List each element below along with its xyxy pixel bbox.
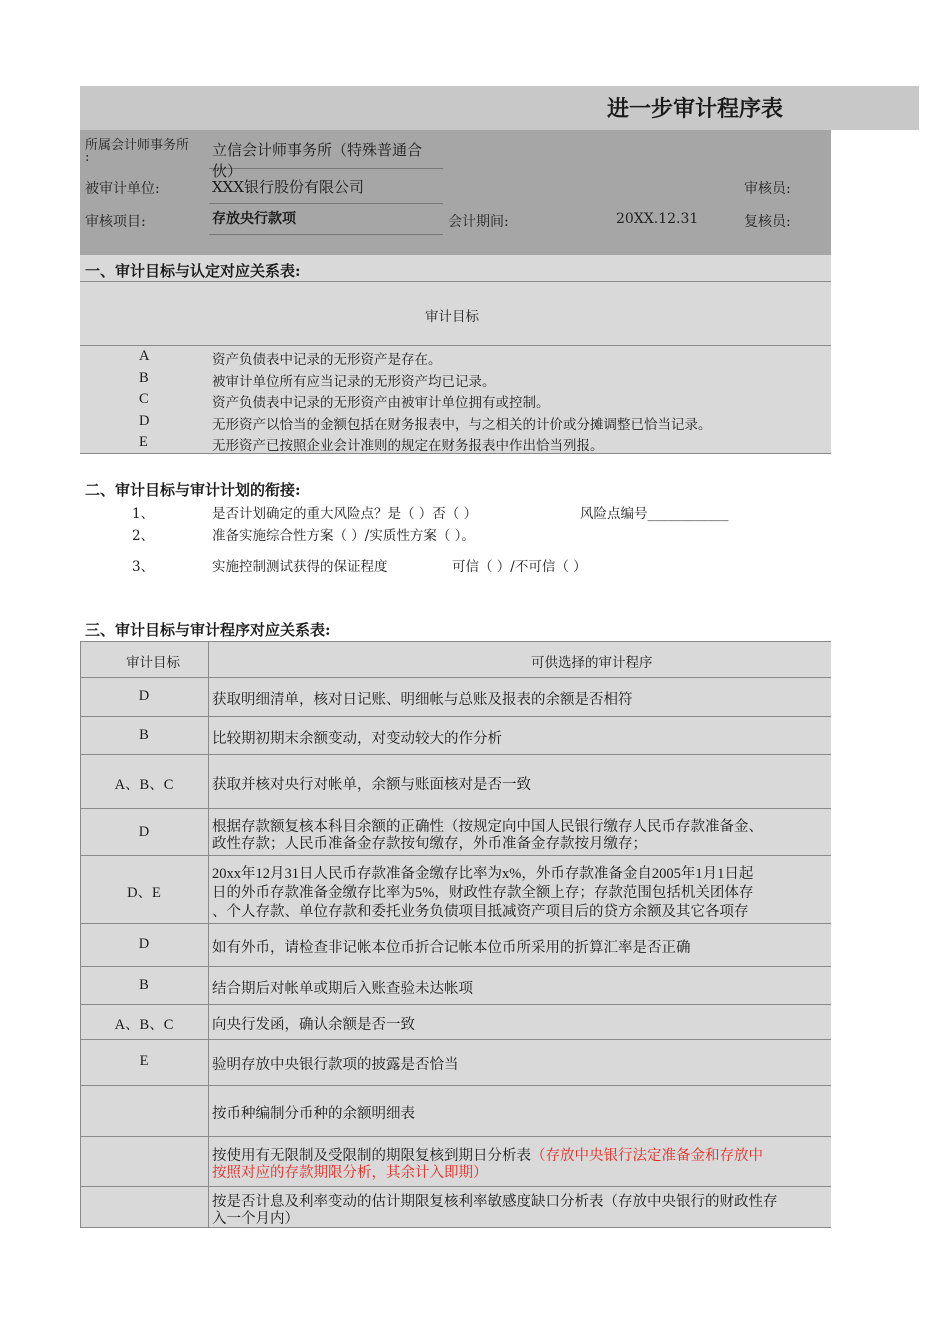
table-border bbox=[80, 641, 831, 642]
table-border bbox=[80, 1004, 831, 1005]
divider bbox=[80, 281, 831, 282]
item-label: 审核项目: bbox=[85, 214, 146, 230]
procedure-cell: 获取并核对央行对帐单，余额与账面核对是否一致 bbox=[212, 777, 531, 793]
procedure-cell-line-1: 20xx年12月31日人民币存款准备金缴存比率为x%，外币存款准备金自2005年1月1日起 bbox=[212, 866, 754, 882]
plan-item-text: 准备实施综合性方案（ ）/实质性方案（ ）。 bbox=[212, 528, 475, 544]
objective-code: E bbox=[139, 434, 148, 450]
plan-item-number: 3、 bbox=[132, 559, 155, 575]
procedure-cell-line-1: 根据存款额复核本科目余额的正确性（按规定向中国人民银行缴存人民币存款准备金、 bbox=[212, 819, 763, 835]
table-border bbox=[80, 855, 831, 856]
header-block bbox=[80, 130, 831, 255]
reviewer-label: 审核员: bbox=[744, 181, 791, 197]
item-field[interactable] bbox=[209, 208, 443, 235]
procedure-cell: 如有外币，请检查非记帐本位币折合记帐本位币所采用的折算汇率是否正确 bbox=[212, 940, 691, 956]
section3-title: 三、审计目标与审计程序对应关系表: bbox=[85, 621, 331, 639]
procedure-cell-line-2: 入一个月内） bbox=[212, 1211, 299, 1227]
procedure-cell: 结合期后对帐单或期后入账查验未达帐项 bbox=[212, 981, 473, 997]
procedure-cell: 按币种编制分币种的余额明细表 bbox=[212, 1106, 415, 1122]
objective-row bbox=[80, 348, 831, 370]
rechecker-label: 复核员: bbox=[744, 214, 791, 230]
section2-title: 二、审计目标与审计计划的衔接: bbox=[85, 481, 301, 499]
procedure-cell: 向央行发函，确认余额是否一致 bbox=[212, 1017, 415, 1033]
target-cell: D、E bbox=[127, 885, 161, 901]
table-border bbox=[80, 808, 831, 809]
table-border bbox=[80, 1085, 831, 1086]
audited-value: XXX银行股份有限公司 bbox=[212, 178, 365, 196]
risk-point-number: 风险点编号____________ bbox=[580, 506, 729, 522]
firm-field[interactable] bbox=[209, 139, 443, 180]
plan-item-text: 实施控制测试获得的保证程度 bbox=[212, 559, 388, 575]
plan-item-number: 1、 bbox=[132, 506, 155, 522]
target-cell: B bbox=[139, 727, 149, 743]
objective-code: B bbox=[139, 369, 149, 386]
table-border bbox=[80, 966, 831, 967]
objective-text: 资产负债表中记录的无形资产是存在。 bbox=[212, 352, 442, 368]
title-bar bbox=[80, 86, 919, 130]
target-cell: D bbox=[138, 688, 150, 704]
divider bbox=[80, 345, 831, 346]
target-cell: A、B、C bbox=[114, 777, 174, 793]
col-header-target: 审计目标 bbox=[126, 655, 180, 671]
objective-row bbox=[80, 370, 831, 392]
procedure-note-red-line-2: 按照对应的存款期限分析，其余计入即期） bbox=[212, 1165, 488, 1181]
objective-text: 无形资产已按照企业会计准则的规定在财务报表中作出恰当列报。 bbox=[212, 438, 604, 454]
target-cell: B bbox=[139, 977, 149, 993]
procedure-note-red: （存放中央银行法定准备金和存放中 bbox=[531, 1148, 763, 1164]
procedure-cell-line-3: 、个人存款、单位存款和委托业务负债项目抵减资产项目后的贷方余额及其它各项存 bbox=[212, 904, 749, 920]
plan-item-text: 是否计划确定的重大风险点？是（ ）否（ ） bbox=[212, 506, 478, 522]
table-border bbox=[80, 677, 831, 678]
table-border bbox=[80, 923, 831, 924]
firm-label-colon: : bbox=[85, 150, 90, 165]
period-value: 20XX.12.31 bbox=[616, 211, 699, 227]
objective-code: D bbox=[139, 412, 150, 429]
objective-text: 资产负债表中记录的无形资产由被审计单位拥有或控制。 bbox=[212, 395, 550, 411]
period-label: 会计期间: bbox=[448, 214, 509, 230]
assurance-choice: 可信（ ）/不可信（ ） bbox=[452, 559, 587, 575]
section1-header: 审计目标 bbox=[425, 309, 479, 325]
table-border bbox=[80, 1136, 831, 1137]
audited-label: 被审计单位: bbox=[85, 181, 160, 197]
objective-row bbox=[80, 413, 831, 435]
table-border bbox=[80, 1039, 831, 1040]
objective-row bbox=[80, 391, 831, 413]
firm-label: 所属会计师事务所 bbox=[85, 138, 190, 153]
audited-field[interactable] bbox=[209, 176, 443, 204]
table-border bbox=[80, 716, 831, 717]
procedure-cell: 比较期初期末余额变动，对变动较大的作分析 bbox=[212, 731, 502, 747]
procedure-cell-line-2: 日的外币存款准备金缴存比率为5%，财政性存款全额上存；存款范围包括机关团体存 bbox=[212, 885, 754, 901]
firm-value: 立信会计师事务所（特殊普通合伙） bbox=[212, 141, 423, 180]
objective-text: 无形资产以恰当的金额包括在财务报表中，与之相关的计价或分摊调整已恰当记录。 bbox=[212, 416, 712, 433]
plan-item-number: 2、 bbox=[132, 528, 155, 544]
objective-text: 被审计单位所有应当记录的无形资产均已记录。 bbox=[212, 373, 496, 390]
target-cell: E bbox=[139, 1053, 149, 1069]
col-header-procedure: 可供选择的审计程序 bbox=[531, 655, 653, 671]
table-border bbox=[208, 641, 209, 1228]
page-title: 进一步审计程序表 bbox=[607, 96, 784, 122]
procedure-text: 按使用有无限制及受限制的期限复核到期日分析表 bbox=[212, 1148, 531, 1164]
section1-title: 一、审计目标与认定对应关系表: bbox=[85, 262, 301, 280]
procedure-cell: 验明存放中央银行款项的披露是否恰当 bbox=[212, 1057, 459, 1073]
table-border bbox=[80, 1186, 831, 1187]
procedure-cell-line-1: 按是否计息及利率变动的估计期限复核利率敏感度缺口分析表（存放中央银行的财政性存 bbox=[212, 1194, 778, 1210]
item-value: 存放央行款项 bbox=[212, 211, 296, 227]
objective-code: A bbox=[139, 348, 150, 364]
procedure-cell-line-2: 政性存款；人民币准备金存款按旬缴存，外币准备金存款按月缴存； bbox=[212, 836, 647, 852]
target-cell: D bbox=[138, 936, 150, 952]
target-cell: D bbox=[138, 824, 150, 840]
objective-code: C bbox=[139, 391, 149, 407]
section1-list bbox=[80, 348, 831, 456]
procedure-cell: 获取明细清单，核对日记账、明细帐与总账及报表的余额是否相符 bbox=[212, 692, 633, 708]
target-cell: A、B、C bbox=[114, 1017, 174, 1033]
table-border bbox=[80, 754, 831, 755]
objective-row bbox=[80, 434, 831, 456]
